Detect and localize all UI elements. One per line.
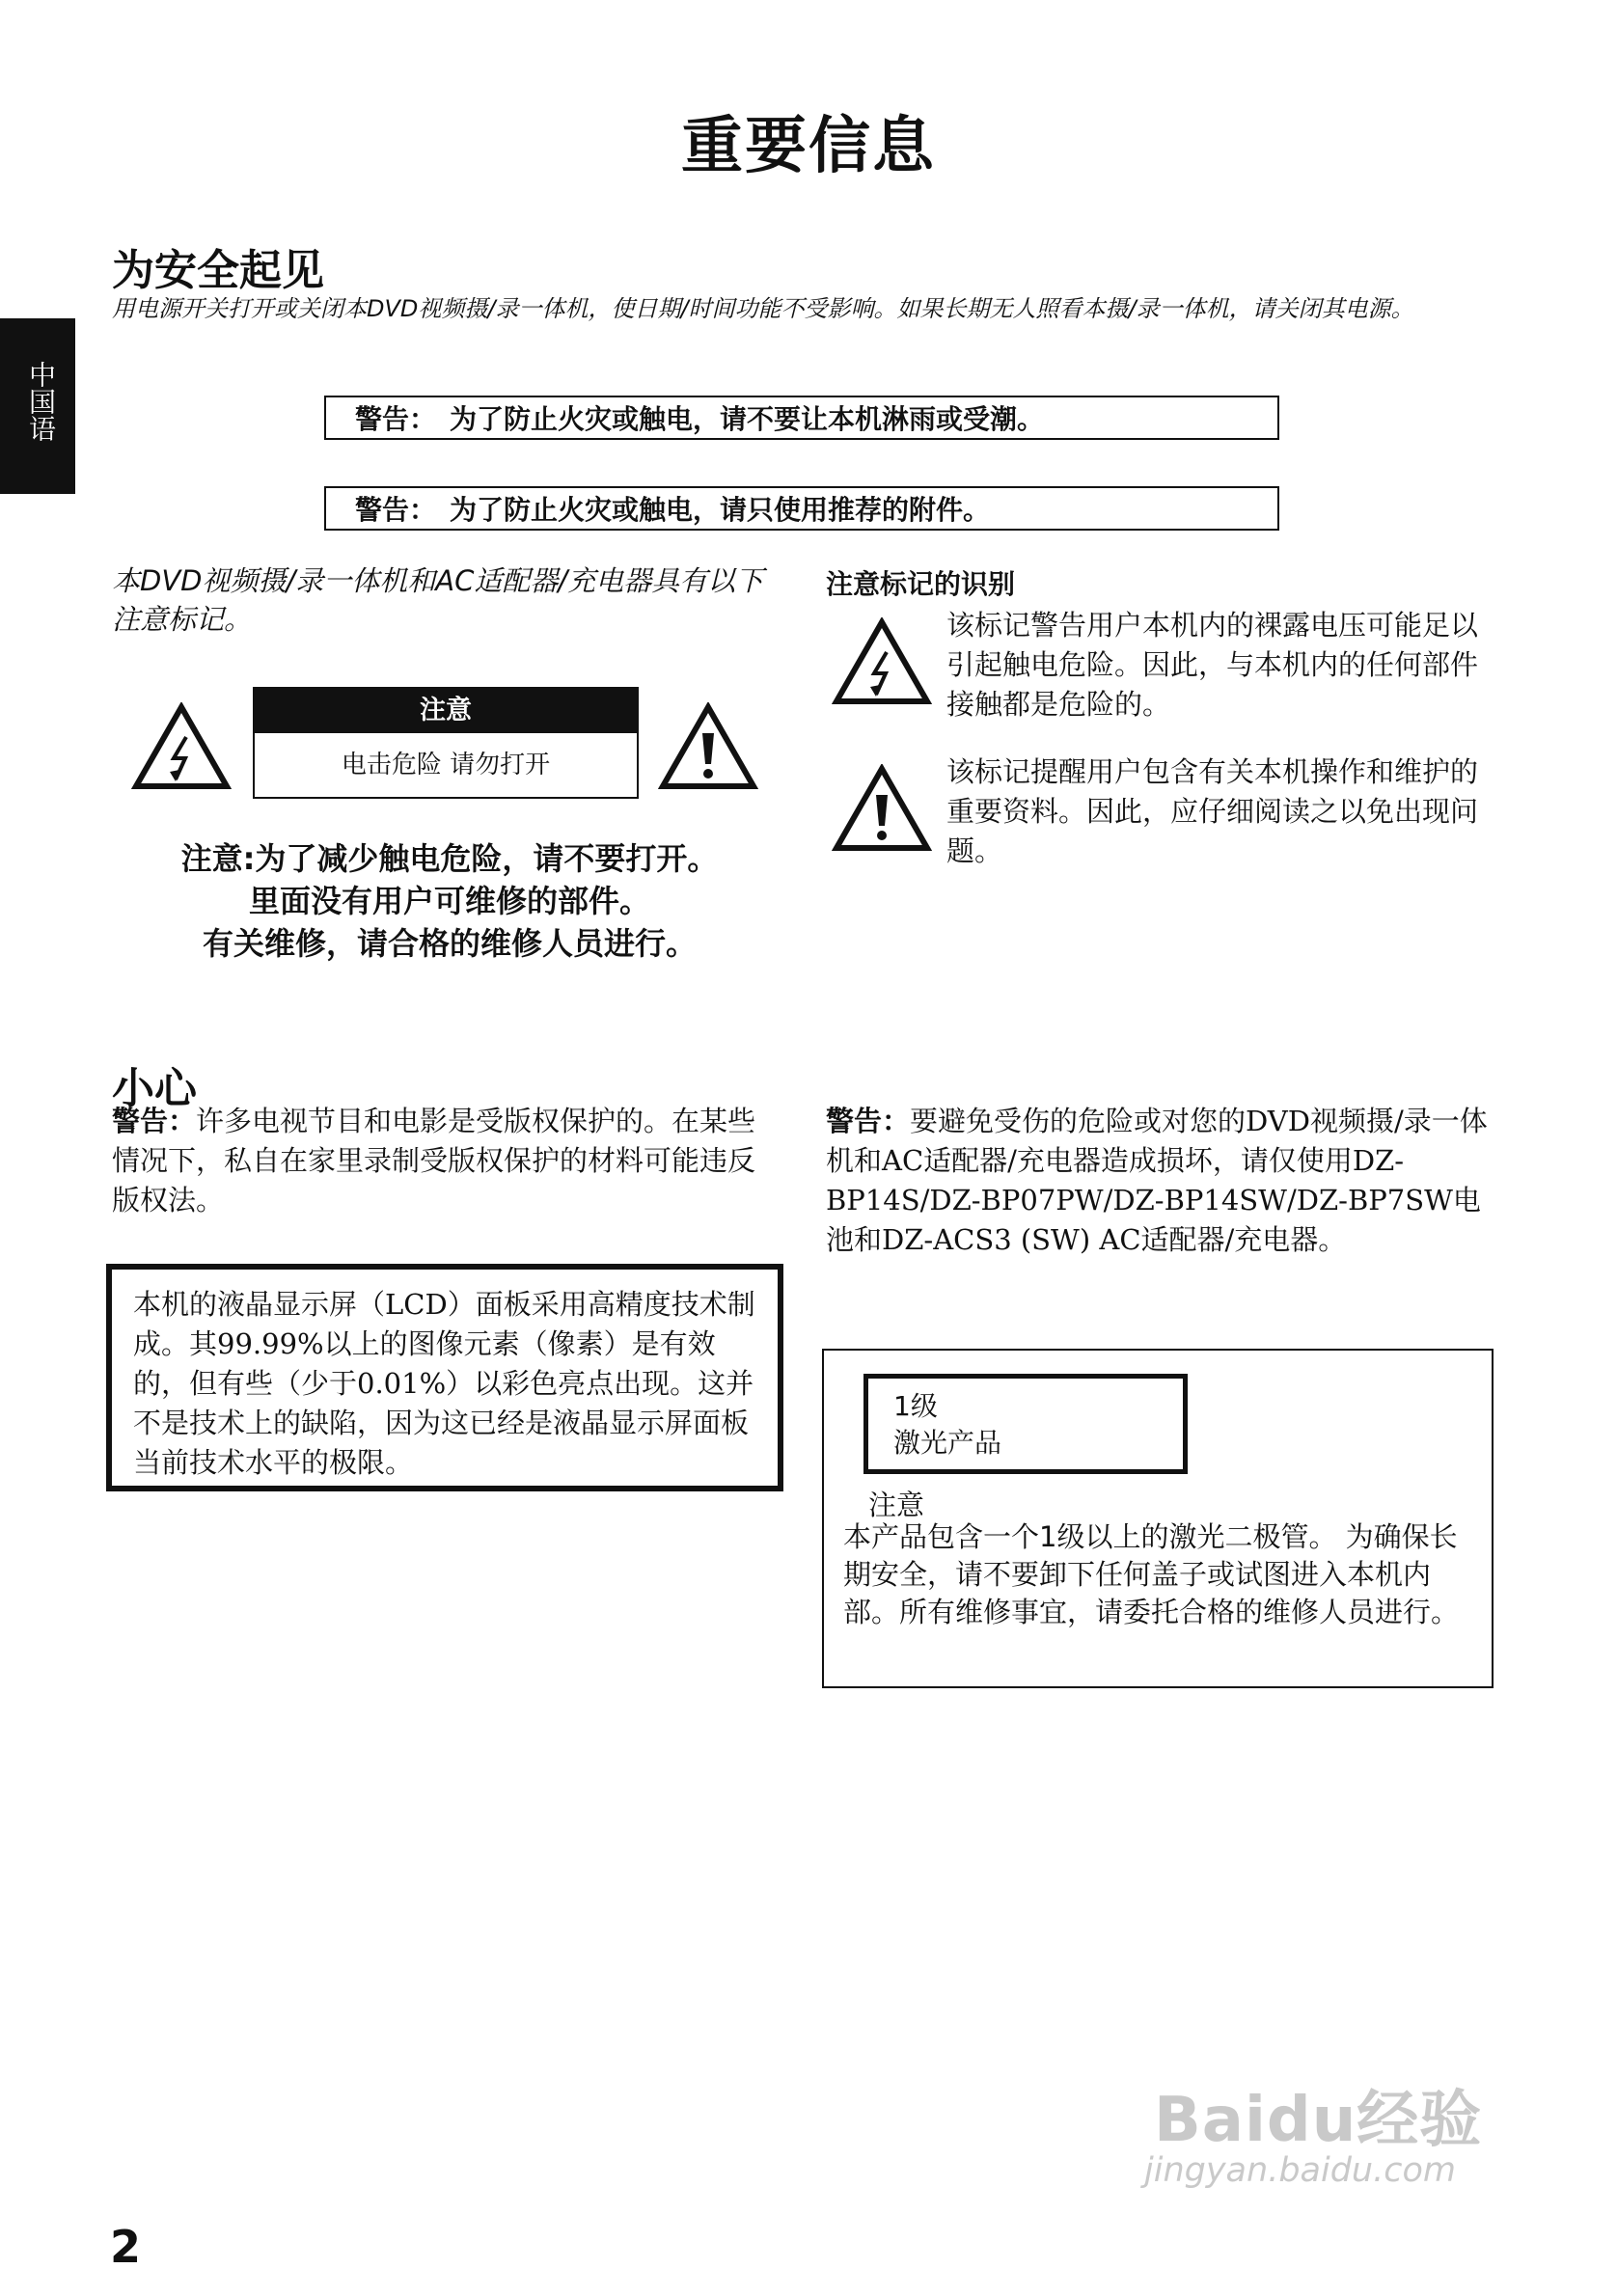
laser-class-line-2: 激光产品 bbox=[893, 1427, 1002, 1459]
caution-marks-intro: 本DVD视频摄/录一体机和AC适配器/充电器具有以下注意标记。 bbox=[112, 564, 764, 636]
watermark-logo: Baidu经验 bbox=[1154, 2085, 1483, 2156]
lcd-notice-box bbox=[106, 1264, 783, 1491]
warning-box-accessories bbox=[324, 486, 1279, 531]
lightning-warning-icon bbox=[131, 702, 232, 791]
exclamation-warning-icon bbox=[658, 702, 758, 791]
copyright-warning-text: 许多电视节目和电影是受版权保护的。在某些情况下，私自在家里录制受版权保护的材料可能违反版权法。 bbox=[112, 1105, 756, 1216]
caution-label-header: 注意 bbox=[255, 689, 637, 733]
caution-line-1: 注意:为了减少触电危险，请不要打开。 bbox=[180, 840, 719, 877]
lightning-symbol-icon bbox=[832, 617, 932, 706]
laser-class-line-1: 1级 bbox=[893, 1390, 938, 1422]
page-title: 重要信息 bbox=[681, 111, 936, 182]
caution-label bbox=[253, 687, 639, 799]
safety-intro: 用电源开关打开或关闭本DVD视频摄/录一体机，使日期/时间功能不受影响。如果长期无人照看本摄/录一体机，请关闭其电源。 bbox=[112, 295, 1414, 322]
laser-note-title: 注意 bbox=[868, 1489, 925, 1521]
exclamation-symbol-description: 该标记提醒用户包含有关本机操作和维护的重要资料。因此，应仔细阅读之以免出现问题。 bbox=[946, 755, 1479, 867]
battery-warning bbox=[826, 1102, 1501, 1260]
battery-warning-label: 警告： bbox=[826, 1105, 911, 1137]
page-number: 2 bbox=[110, 2221, 142, 2273]
exclamation-symbol-icon bbox=[832, 764, 932, 853]
caution-heading: 小心 bbox=[112, 1064, 197, 1113]
warning-moisture-text: 警告： 为了防止火灾或触电，请不要让本机淋雨或受潮。 bbox=[355, 403, 1045, 435]
caution-line-2: 里面没有用户可维修的部件。 bbox=[248, 883, 650, 919]
battery-warning-text: 要避免受伤的危险或对您的DVD视频摄/录一体机和AC适配器/充电器造成损坏，请仅使用DZ-BP14S/DZ-BP07PW/DZ-BP14SW/DZ-BP7SW电池和DZ-ACS3 (SW) AC适配器/充电器。 bbox=[826, 1105, 1488, 1256]
symbols-heading: 注意标记的识别 bbox=[826, 568, 1016, 600]
laser-note-text: 本产品包含一个1级以上的激光二极管。 为确保长期安全，请不要卸下任何盖子或试图进入本机内部。所有维修事宜，请委托合格的维修人员进行。 bbox=[843, 1520, 1460, 1628]
language-tab-label: 中国语 bbox=[25, 361, 57, 442]
watermark-url: jingyan.baidu.com bbox=[1144, 2151, 1456, 2190]
caution-line-3: 有关维修，请合格的维修人员进行。 bbox=[202, 925, 697, 962]
lightning-symbol-description: 该标记警告用户本机内的裸露电压可能足以引起触电危险。因此，与本机内的任何部件接触都是危险的。 bbox=[946, 609, 1479, 721]
language-tab bbox=[0, 318, 75, 494]
laser-class-label bbox=[863, 1374, 1188, 1474]
lcd-notice-text: 本机的液晶显示屏（LCD）面板采用高精度技术制成。其99.99%以上的图像元素（像素）是有效的，但有些（少于0.01%）以彩色亮点出现。这并不是技术上的缺陷，因为这已经是液晶显示屏面板当前技术水平的极限。 bbox=[133, 1288, 755, 1479]
copyright-warning bbox=[112, 1102, 778, 1220]
caution-label-body: 电击危险 请勿打开 bbox=[341, 751, 551, 779]
caution-statement bbox=[112, 837, 787, 965]
copyright-warning-label: 警告： bbox=[112, 1105, 197, 1137]
warning-accessories-text: 警告： 为了防止火灾或触电，请只使用推荐的附件。 bbox=[355, 494, 991, 526]
safety-heading: 为安全起见 bbox=[112, 246, 324, 295]
warning-box-moisture bbox=[324, 396, 1279, 440]
